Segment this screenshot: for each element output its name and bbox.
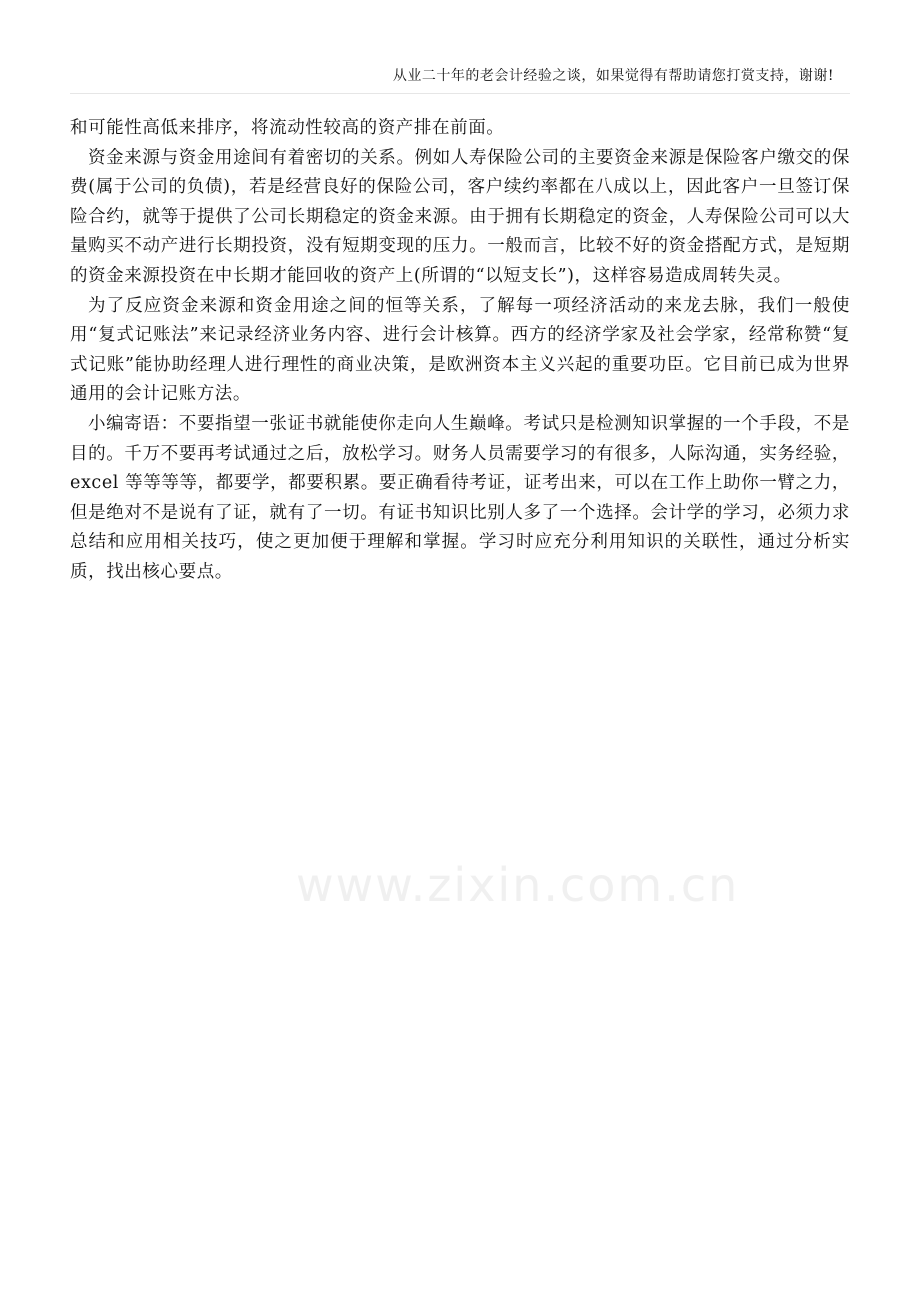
paragraph-double-entry: 为了反应资金来源和资金用途之间的恒等关系，了解每一项经济活动的来龙去脉，我们一般使用“复式记账法”来记录经济业务内容、进行会计核算。西方的经济学家及社会学家，经常称赞“复式记账”能协助经理人进行理性的商业决策，是欧洲资本主义兴起的重要功臣。它目前已成为世界通用的会计记账方法。 <box>70 295 850 405</box>
paragraph-editor-note: 小编寄语：不要指望一张证书就能使你走向人生巅峰。考试只是检测知识掌握的一个手段，不是目的。千万不要再考试通过之后，放松学习。财务人员需要学习的有很多，人际沟通，实务经验，excel 等等等等，都要学，都要积累。要正确看待考证，证考出来，可以在工作上助你一臂之力，但是绝对不是说有了证，就有了一切。有证书知识比别人多了一个选择。会计学的学习，必须力求总结和应用相关技巧，使之更加便于理解和掌握。学习时应充分利用知识的关联性，通过分析实质，找出核心要点。 <box>70 413 850 582</box>
paragraph-funding-sources: 资金来源与资金用途间有着密切的关系。例如人寿保险公司的主要资金来源是保险客户缴交的保费(属于公司的负债)，若是经营良好的保险公司，客户续约率都在八成以上，因此客户一旦签订保险合约，就等于提供了公司长期稳定的资金来源。由于拥有长期稳定的资金，人寿保险公司可以大量购买不动产进行长期投资，没有短期变现的压力。一般而言，比较不好的资金搭配方式，是短期的资金来源投资在中长期才能回收的资产上(所谓的“以短支长”)，这样容易造成周转失灵。 <box>70 147 850 286</box>
document-body <box>70 114 850 588</box>
header-divider <box>70 93 850 94</box>
watermark: www.zixin.com.cn <box>296 858 740 912</box>
paragraph-continuation: 和可能性高低来排序，将流动性较高的资产排在前面。 <box>70 118 505 138</box>
page-header-note: 从业二十年的老会计经验之谈，如果觉得有帮助请您打赏支持，谢谢! <box>392 68 834 84</box>
